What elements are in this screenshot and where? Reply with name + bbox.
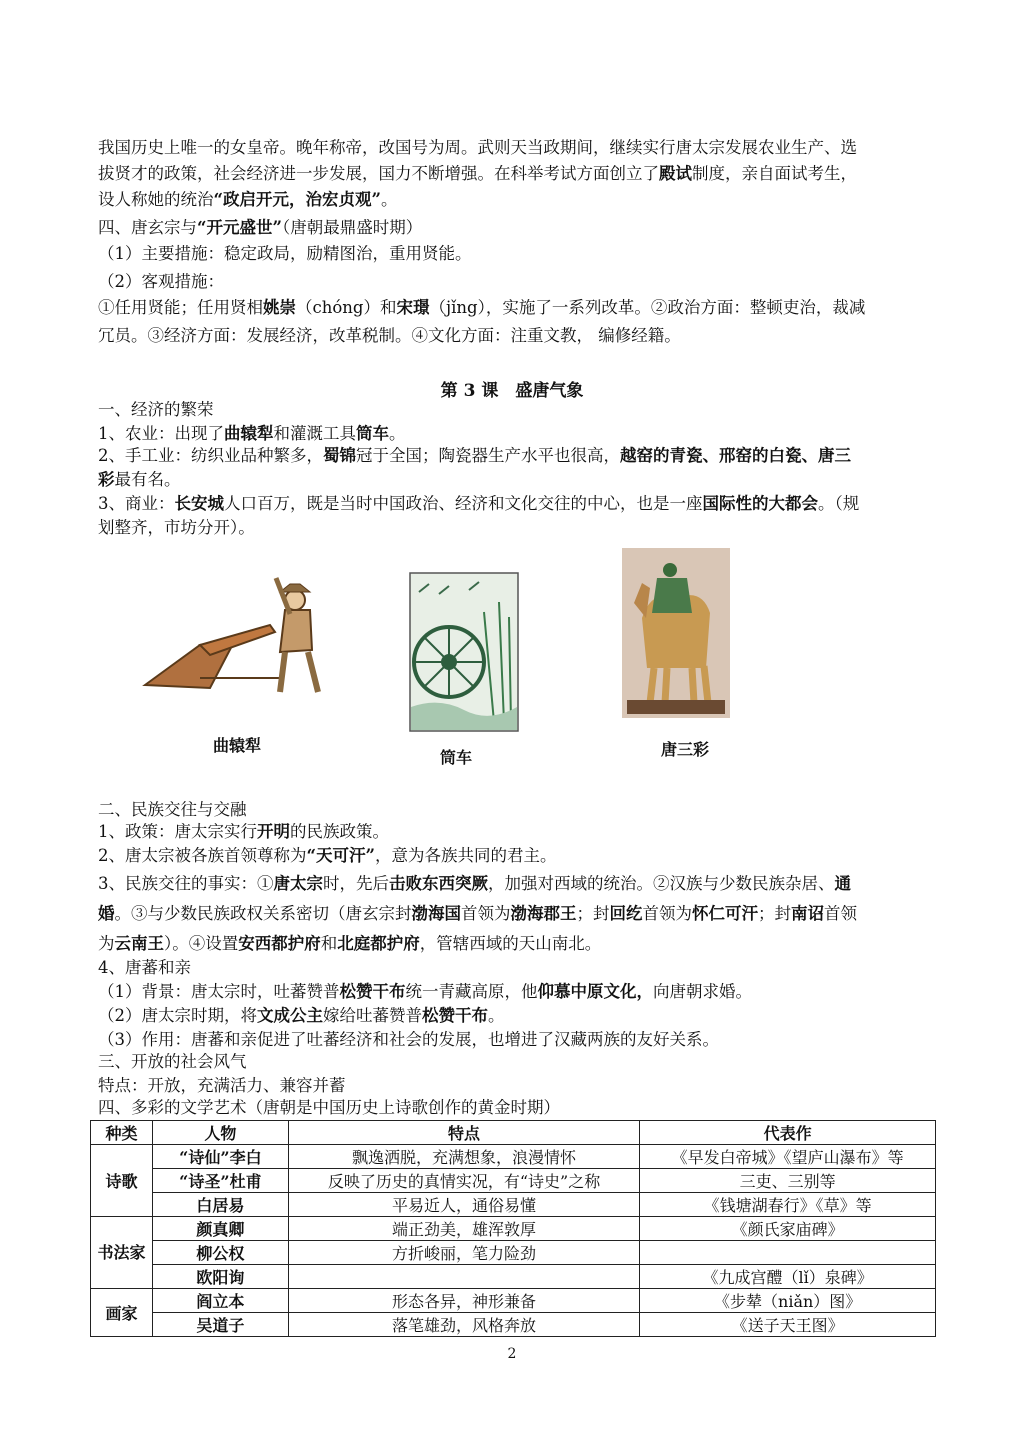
text: 人口百万，既是当时中国政治、经济和文化交往的中心，也是一座 [224,494,703,513]
bold-term: 云南王 [114,934,164,953]
person-cell: 吴道子 [152,1313,288,1337]
feature-cell [288,1265,640,1289]
ethnic-line-3 [98,872,934,896]
text: ，加强对西域的统治。②汉族与少数民族杂居、 [488,874,835,893]
bold-term: 南诏 [791,904,824,923]
bold-term: 击败东西突厥 [389,874,488,893]
table-row [91,1169,936,1193]
tang-sancai-camel-photo [622,548,730,718]
bold-term: “政启开元，治宏贞观” [213,190,381,209]
header-feature: 特点 [288,1121,640,1145]
bold-term: 长安城 [174,494,224,513]
category-cell: 诗歌 [91,1145,153,1217]
person-cell: 颜真卿 [152,1217,288,1241]
text: 。 [488,1006,505,1025]
works-cell: 《钱塘湖春行》《草》等 [640,1193,936,1217]
econ-line-4 [98,492,934,516]
text: 嫁给吐蕃赞普 [323,1006,422,1025]
text: 4、唐蕃和亲 [98,958,191,977]
person-cell: 阎立本 [152,1289,288,1313]
bold-term: 曲辕犁 [224,424,274,443]
text: 冗员。③经济方面：发展经济，改革税制。④文化方面：注重文教， 编修经籍。 [98,326,681,345]
text: （2）客观措施： [98,272,224,291]
subsection-heading [98,956,934,980]
plough-illustration [140,570,330,700]
feature-cell: 平易近人，通俗易懂 [288,1193,640,1217]
person-cell: “诗圣”杜甫 [152,1169,288,1193]
bold-term: 宋璟 [396,298,430,317]
para-line-1 [98,136,934,160]
bold-term: 国际性的大都会 [702,494,818,513]
table-row [91,1313,936,1337]
bold-term: 仰慕中原文化， [537,982,653,1001]
text: （1）背景：唐太宗时，吐蕃赞普 [98,982,340,1001]
text: 二、民族交往与交融 [98,800,247,819]
text: ，意为各族共同的君主。 [374,846,557,865]
heqin-line-2 [98,1004,934,1028]
table-row [91,1265,936,1289]
text: ；封 [758,904,791,923]
para-line-3 [98,188,934,212]
text: 特点：开放，充满活力、兼容并蓄 [98,1076,346,1095]
text: 四、唐玄宗与 [98,218,197,237]
econ-line-3 [98,468,934,492]
econ-line-5 [98,516,934,540]
table-row [91,1193,936,1217]
text: 我国历史上唯一的女皇帝。晚年称帝，改国号为周。武则天当政期间，继续实行唐太宗发展农业生产、选 [98,138,857,157]
section-heading [98,216,934,240]
text: 。 [389,424,406,443]
bold-term: 越窑的青瓷、邢窑的白瓷、唐三 [620,446,851,465]
heqin-line-1 [98,980,934,1004]
water-wheel-caption: 筒车 [439,748,472,767]
text: 为 [98,934,115,953]
works-cell: 《九成宫醴（lǐ）泉碑》 [640,1265,936,1289]
person-cell: 欧阳询 [152,1265,288,1289]
bold-term: 松赞干布 [339,982,406,1001]
text: ；封 [576,904,610,923]
ethnic-line-2 [98,844,934,868]
text: 设人称她的统治 [98,190,214,209]
bold-term: 唐太宗 [273,874,323,893]
bold-term: 通 [834,874,851,893]
works-cell [640,1241,936,1265]
bold-term: 渤海郡王 [510,904,577,923]
bold-term: 安西都护府 [238,934,321,953]
header-person: 人物 [152,1121,288,1145]
feature-cell: 落笔雄劲，风格奔放 [288,1313,640,1337]
text: （唐朝最鼎盛时期） [281,218,423,237]
bold-term: 婚 [98,904,115,923]
text: 首领为 [461,904,511,923]
text: 统一青藏高原，他 [405,982,538,1001]
text: ①任用贤能；任用贤相 [98,298,263,317]
econ-line-1 [98,422,934,446]
text: （jǐng），实施了一系列改革。②政治方面：整顿吏治，裁减 [429,298,866,317]
literature-art-table [90,1120,936,1337]
text: 首领 [824,904,857,923]
text: 四、多彩的文学艺术（唐朝是中国历史上诗歌创作的黄金时期） [98,1098,560,1117]
text: 和 [320,934,338,953]
person-cell: “诗仙”李白 [152,1145,288,1169]
bold-term: 松赞干布 [422,1006,488,1025]
bold-term: 蜀锦 [323,446,356,465]
text: 拔贤才的政策，社会经济进一步发展，国力不断增强。在科举考试方面创立了 [98,164,659,183]
text: 时，先后 [323,874,389,893]
tang-sancai-caption: 唐三彩 [660,740,709,759]
table-header-row [91,1121,936,1145]
bold-term: 彩 [98,470,115,489]
works-cell: 《送子天王图》 [640,1313,936,1337]
text: 。 [380,190,398,209]
measure-1 [98,242,934,266]
text: 三、开放的社会风气 [98,1052,247,1071]
text: 2、唐太宗被各族首领尊称为 [98,846,307,865]
text: 划整齐，市坊分开）。 [98,518,255,537]
works-cell: 《步辇（niǎn）图》 [640,1289,936,1313]
open-feature [98,1074,934,1098]
ethnic-line-1 [98,820,934,844]
measure-3 [98,296,934,320]
bold-term: 殿试 [659,164,692,183]
text: 最有名。 [114,470,181,489]
category-cell: 书法家 [91,1217,153,1289]
heqin-line-3 [98,1028,934,1052]
bold-term: 回纥 [609,904,643,923]
feature-cell: 反映了历史的真情实况，有“诗史”之称 [288,1169,640,1193]
person-cell: 柳公权 [152,1241,288,1265]
text: （3）作用：唐蕃和亲促进了吐蕃经济和社会的发展，也增进了汉藏两族的友好关系。 [98,1030,719,1049]
table-row [91,1145,936,1169]
feature-cell: 飘逸洒脱，充满想象，浪漫情怀 [288,1145,640,1169]
header-category: 种类 [91,1121,153,1145]
text: 2、手工业：纺织业品种繁多， [98,446,323,465]
text: （1）主要措施：稳定政局，励精图治，重用贤能。 [98,244,472,263]
table-row [91,1217,936,1241]
section-heading [98,1096,934,1120]
text: 1、政策：唐太宗实行 [98,822,257,841]
section-heading [98,1050,934,1074]
table-row [91,1289,936,1313]
page-number: 2 [507,1346,517,1362]
feature-cell: 形态各异，神形兼备 [288,1289,640,1313]
section-heading [98,798,934,822]
text: 。③与少数民族政权关系密切（唐玄宗封 [114,904,412,923]
lesson-title: 第 3 课 盛唐气象 [440,381,584,401]
text: 制度，亲自面试考生， [692,164,857,183]
bold-term: 怀仁可汗 [692,904,758,923]
text: 3、民族交往的事实：① [98,874,274,893]
measure-4 [98,324,934,348]
bold-term: “天可汗” [306,846,375,865]
text: 1、农业：出现了 [98,424,224,443]
works-cell: 三吏、三别等 [640,1169,936,1193]
bold-term: 姚崇 [263,298,296,317]
text: 和灌溉工具 [273,424,356,443]
works-cell: 《早发白帝城》《望庐山瀑布》等 [640,1145,936,1169]
section-heading [98,398,934,422]
text: 的民族政策。 [290,822,389,841]
text: 3、商业： [98,494,175,513]
ethnic-line-5 [98,932,934,956]
ethnic-line-4 [98,902,934,926]
feature-cell: 方折峻丽，笔力险劲 [288,1241,640,1265]
bold-term: 筒车 [356,424,389,443]
measure-2 [98,270,934,294]
text: ，管辖西域的天山南北。 [419,934,602,953]
text: 首领为 [642,904,692,923]
works-cell: 《颜氏家庙碑》 [640,1217,936,1241]
text: ）。④设置 [164,934,239,953]
bold-term: 开明 [257,822,290,841]
table-row [91,1241,936,1265]
bold-term: 北庭都护府 [337,934,420,953]
text: （chóng）和 [296,298,397,317]
text: 一、经济的繁荣 [98,400,214,419]
header-works: 代表作 [640,1121,936,1145]
text: （2）唐太宗时期，将 [98,1006,257,1025]
water-wheel-illustration [409,572,519,732]
plough-caption: 曲辕犁 [212,736,261,755]
text: 向唐朝求婚。 [653,982,752,1001]
text: 。（规 [818,494,860,513]
feature-cell: 端正劲美，雄浑敦厚 [288,1217,640,1241]
category-cell: 画家 [91,1289,153,1337]
bold-term: “开元盛世” [197,218,282,237]
para-line-2 [98,162,934,186]
bold-term: 渤海国 [411,904,461,923]
econ-line-2 [98,444,934,468]
person-cell: 白居易 [152,1193,288,1217]
text: 冠于全国；陶瓷器生产水平也很高， [356,446,620,465]
bold-term: 文成公主 [257,1006,323,1025]
